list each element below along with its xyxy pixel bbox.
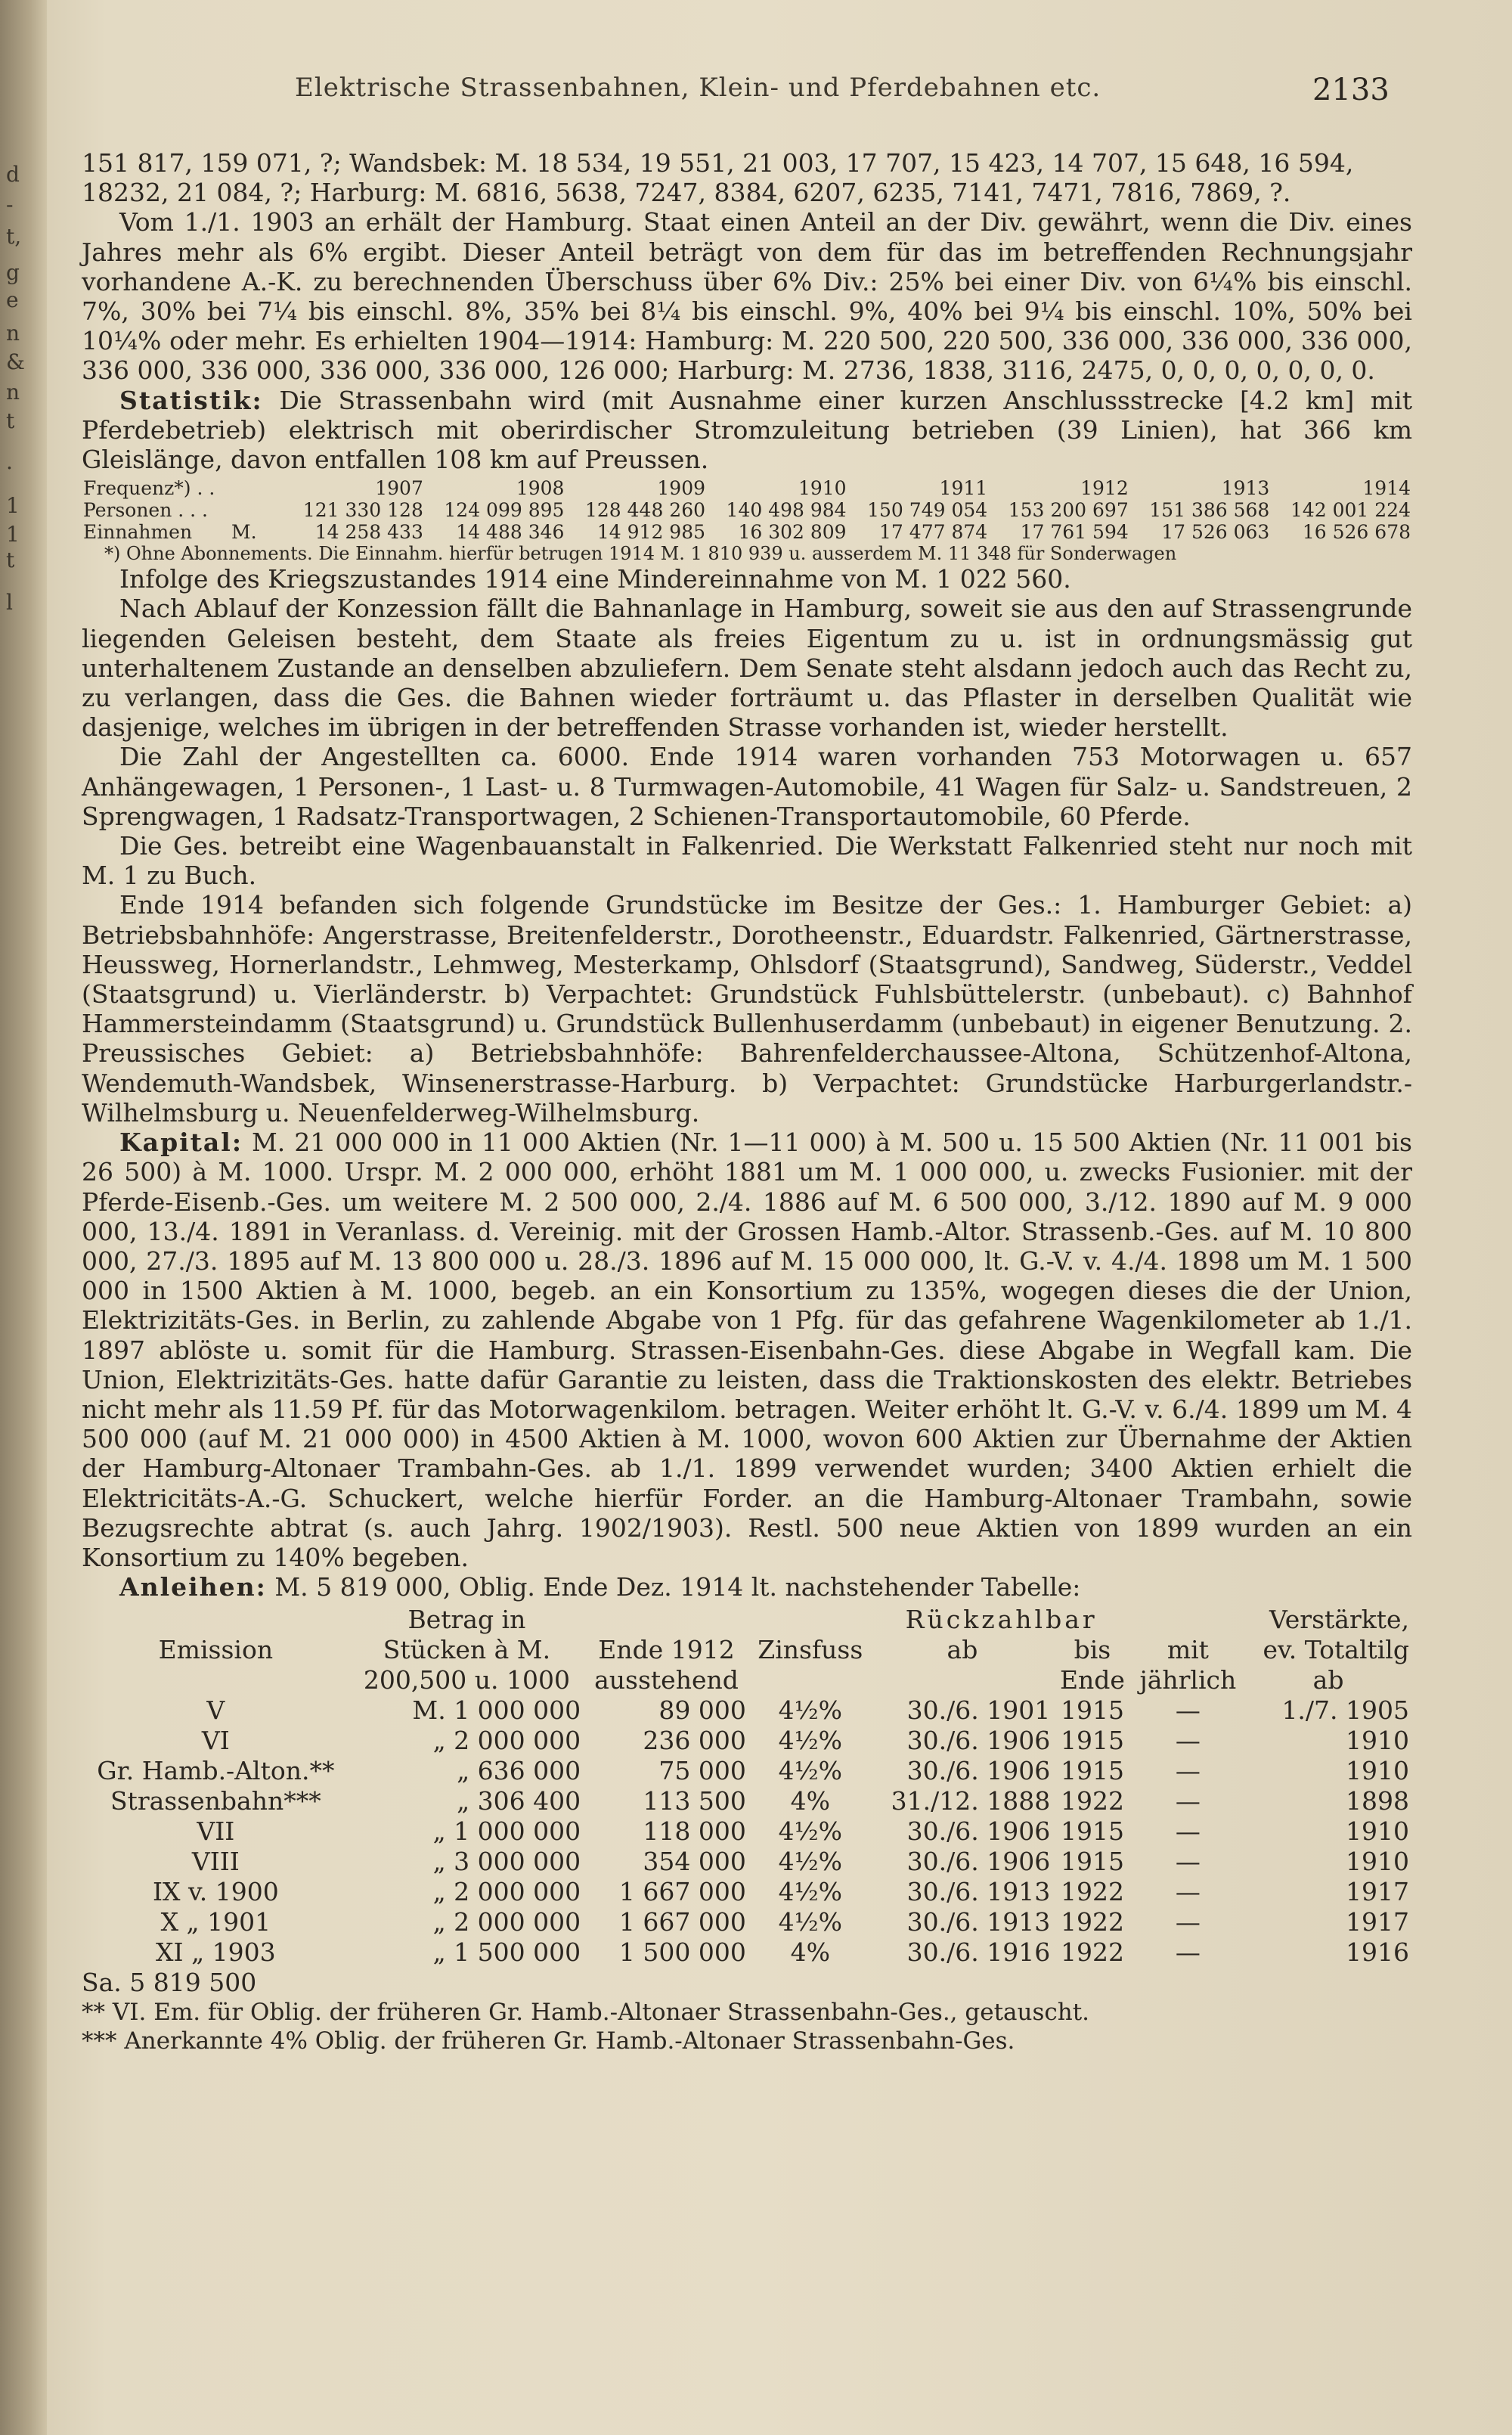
header-cell: Stücken à M. xyxy=(383,1635,551,1665)
loan-cell: „ 3 000 000 xyxy=(432,1847,581,1877)
loan-row xyxy=(82,1756,1412,1786)
binding-margin xyxy=(0,0,47,2435)
loan-cell: 113 500 xyxy=(643,1786,746,1816)
loan-header-row xyxy=(82,1635,1412,1665)
loan-cell: — xyxy=(1175,1847,1201,1877)
loan-row xyxy=(82,1877,1412,1907)
margin-fragment: l xyxy=(6,590,13,615)
header-cell xyxy=(749,1665,872,1695)
header-cell: Ende xyxy=(1059,1665,1125,1695)
loan-cell: „ 2 000 000 xyxy=(432,1907,581,1937)
loan-row xyxy=(82,1786,1412,1816)
footnote: ** VI. Em. für Oblig. der früheren Gr. Hamb.-Altonaer Strassenbahn-Ges., getauscht. xyxy=(82,1999,1090,2027)
paragraph: Nach Ablauf der Konzession fällt die Bahnanlage in Hamburg, soweit sie aus den auf Strassengrunde liegenden Geleisen besteht, dem Staate als freies Eigentum zu u. ist in ordnungsmässig gut unterhaltenem Zustande an denselben abzuliefern. Dem Senate steht alsdann jedoch auch das Recht zu, zu verlangen, dass die Ges. die Bahnen wieder forträumt u. das Pflaster in derselben Qualität wie dasjenige, welches im übrigen in der betreffenden Strasse vorhanden ist, wieder herstellt. xyxy=(82,594,1412,743)
loan-cell: XI „ 1903 xyxy=(156,1937,276,1968)
loan-cell: 118 000 xyxy=(643,1816,746,1847)
header-cell: ab xyxy=(1312,1665,1344,1695)
margin-fragment: n xyxy=(6,380,20,405)
loan-cell: IX v. 1900 xyxy=(152,1877,279,1907)
loan-cell: 1916 xyxy=(1346,1937,1409,1968)
header-cell: bis xyxy=(1074,1635,1111,1665)
value-cell: 151 386 568 xyxy=(1149,499,1270,522)
loan-cell: 4½% xyxy=(778,1877,842,1907)
value-cell: 150 749 054 xyxy=(867,499,988,522)
frequency-header-row xyxy=(82,477,1412,499)
year-cell: 1912 xyxy=(1080,477,1129,500)
header-cell: mit xyxy=(1167,1635,1209,1665)
loan-cell: 31./12. 1888 xyxy=(891,1786,1051,1816)
loan-cell: 1 667 000 xyxy=(618,1907,746,1937)
loan-cell: 30./6. 1906 xyxy=(906,1756,1051,1786)
header-cell: jährlich xyxy=(1139,1665,1237,1695)
loan-cell: 1915 xyxy=(1060,1847,1124,1877)
margin-fragment: d xyxy=(6,162,20,187)
loan-cell: 4½% xyxy=(778,1726,842,1756)
year-cell: 1910 xyxy=(798,477,847,500)
statistik-text: Die Strassenbahn wird (mit Ausnahme einer kurzen Anschlussstrecke [4.2 km] mit Pferdebetrieb) elektrisch mit oberirdischer Stromzuleitung betrieben (39 Linien), hat 366 km Gleislänge, davon entfallen 108 km auf Preussen. xyxy=(82,385,1412,475)
header-cell xyxy=(1132,1605,1244,1635)
loan-header-row xyxy=(82,1605,1412,1635)
kapital-heading: Kapital: xyxy=(119,1128,243,1158)
loan-cell: 1 667 000 xyxy=(618,1877,746,1907)
header-cell xyxy=(584,1605,749,1635)
value-cell: 14 488 346 xyxy=(456,521,565,544)
loan-cell: VI xyxy=(201,1726,230,1756)
statistik-paragraph xyxy=(82,386,1412,475)
loan-cell: 1910 xyxy=(1346,1756,1409,1786)
loan-cell: 4% xyxy=(790,1937,830,1968)
header-cell: Rückzahlbar xyxy=(905,1605,1098,1635)
year-cell: 1908 xyxy=(516,477,565,500)
loan-cell: VIII xyxy=(191,1847,240,1877)
loan-cell: 4% xyxy=(790,1786,830,1816)
margin-fragment: g xyxy=(6,260,20,285)
loan-cell: 1922 xyxy=(1060,1907,1124,1937)
loan-row xyxy=(82,1816,1412,1847)
frequency-row-personen xyxy=(82,499,1412,521)
loan-cell: „ 2 000 000 xyxy=(432,1726,581,1756)
frequency-label: Frequenz*) . . xyxy=(83,477,215,500)
loan-row xyxy=(82,1726,1412,1756)
loan-cell: „ 2 000 000 xyxy=(432,1877,581,1907)
value-cell: 142 001 224 xyxy=(1290,499,1411,522)
loan-cell: 30./6. 1913 xyxy=(906,1877,1051,1907)
loan-cell: 4½% xyxy=(778,1756,842,1786)
value-cell: 17 477 874 xyxy=(879,521,988,544)
loan-cell: 1915 xyxy=(1060,1756,1124,1786)
margin-fragment: t xyxy=(6,408,15,433)
intro-line: 18232, 21 084, ?; Harburg: M. 6816, 5638, 7247, 8384, 6207, 6235, 7141, 7471, 7816, 7869, ?. xyxy=(82,178,1291,208)
frequency-note: *) Ohne Abonnements. Die Einnahm. hierfür betrugen 1914 M. 1 810 939 u. ausserdem M. 11 348 für Sonderwagen xyxy=(104,543,1177,565)
loan-cell: Gr. Hamb.-Alton.** xyxy=(97,1756,335,1786)
margin-fragment: - xyxy=(6,192,14,217)
header-cell: Ende 1912 xyxy=(598,1635,735,1665)
margin-fragment: n xyxy=(6,321,20,346)
loan-cell: X „ 1901 xyxy=(160,1907,271,1937)
value-cell: 121 330 128 xyxy=(302,499,423,522)
loan-cell: 1./7. 1905 xyxy=(1281,1695,1409,1726)
value-cell: 14 912 985 xyxy=(596,521,706,544)
loan-cell: 1915 xyxy=(1060,1726,1124,1756)
anteil-paragraph: Vom 1./1. 1903 an erhält der Hamburg. Staat einen Anteil an der Div. gewährt, wenn die Div. eines Jahres mehr als 6% ergibt. Dieser Anteil beträgt von dem für das im betreffenden Rechnungsjahr vorhandene A.-K. zu berechnenden Überschuss über 6% Div.: 25% bei einer Div. von 6¼% bis einschl. 7%, 30% bei 7¼ bis einschl. 8%, 35% bei 8¼ bis einschl. 9%, 40% bei 9¼ bis einschl. 10%, 50% bei 10¼% oder mehr. Es erhielten 1904—1914: Hamburg: M. 220 500, 220 500, 336 000, 336 000, 336 000, 336 000, 336 000, 336 000, 336 000, 126 000; Harburg: M. 2736, 1838, 3116, 2475, 0, 0, 0, 0, 0, 0, 0. xyxy=(82,207,1412,386)
loan-row xyxy=(82,1907,1412,1937)
year-cell: 1914 xyxy=(1362,477,1411,500)
margin-fragment: & xyxy=(6,349,25,374)
loan-cell: — xyxy=(1175,1726,1201,1756)
header-cell: Betrag in xyxy=(407,1605,526,1635)
anleihen-text: M. 5 819 000, Oblig. Ende Dez. 1914 lt. nachstehender Tabelle: xyxy=(274,1572,1081,1602)
loan-cell: — xyxy=(1175,1937,1201,1968)
loan-cell: VII xyxy=(197,1816,235,1847)
loan-cell: „ 636 000 xyxy=(457,1756,581,1786)
loan-cell: 354 000 xyxy=(643,1847,746,1877)
running-head: Elektrische Strassenbahnen, Klein- und Pferdebahnen etc. xyxy=(295,73,1101,103)
loan-row xyxy=(82,1847,1412,1877)
loan-cell: — xyxy=(1175,1907,1201,1937)
value-cell: 14 258 433 xyxy=(314,521,423,544)
value-cell: 128 448 260 xyxy=(584,499,706,522)
loan-cell: 4½% xyxy=(778,1907,842,1937)
loan-row xyxy=(82,1695,1412,1726)
paragraph: Die Zahl der Angestellten ca. 6000. Ende 1914 waren vorhanden 753 Motorwagen u. 657 Anhängewagen, 1 Personen-, 1 Last- u. 8 Turmwagen-Automobile, 41 Wagen für Salz- u. Sandstreuen, 2 Sprengwagen, 1 Radsatz-Transportwagen, 2 Schienen-Transportautomobile, 60 Pferde. xyxy=(82,742,1412,831)
value-cell: 17 526 063 xyxy=(1161,521,1270,544)
header-cell: ausstehend xyxy=(594,1665,739,1695)
header-cell xyxy=(872,1665,1054,1695)
loan-cell: „ 1 000 000 xyxy=(432,1816,581,1847)
loan-table xyxy=(82,1605,1412,1968)
header-cell: Verstärkte, xyxy=(1269,1605,1409,1635)
loan-cell: 1910 xyxy=(1346,1726,1409,1756)
intro-line: 151 817, 159 071, ?; Wandsbek: M. 18 534, 19 551, 21 003, 17 707, 15 423, 14 707, 15 648, 16 594, xyxy=(82,148,1354,178)
value-cell: 140 498 984 xyxy=(726,499,847,522)
header-cell: ab xyxy=(947,1635,978,1665)
header-cell xyxy=(82,1665,350,1695)
loan-sum: Sa. 5 819 500 xyxy=(82,1968,257,1998)
loan-cell: — xyxy=(1175,1816,1201,1847)
header-cell xyxy=(82,1605,350,1635)
row-unit: M. xyxy=(231,521,257,544)
header-cell xyxy=(749,1605,872,1635)
loan-cell: 4½% xyxy=(778,1816,842,1847)
loan-cell: 236 000 xyxy=(643,1726,746,1756)
loan-cell: V xyxy=(206,1695,225,1726)
loan-cell: 1915 xyxy=(1060,1695,1124,1726)
value-cell: 17 761 594 xyxy=(1020,521,1129,544)
loan-row xyxy=(82,1937,1412,1968)
row-label-text: Einnahmen xyxy=(83,521,193,544)
header-cell: ev. Totaltilg xyxy=(1263,1635,1409,1665)
kapital-paragraph xyxy=(82,1128,1412,1572)
loan-cell: — xyxy=(1175,1756,1201,1786)
page-body xyxy=(82,148,1412,2055)
margin-fragment: . xyxy=(6,449,13,474)
row-label xyxy=(82,521,284,543)
loan-cell: 1910 xyxy=(1346,1847,1409,1877)
value-cell: 16 526 678 xyxy=(1302,521,1411,544)
header-cell: Emission xyxy=(158,1635,274,1665)
header-cell: Zinsfuss xyxy=(758,1635,863,1665)
loan-cell: M. 1 000 000 xyxy=(412,1695,581,1726)
margin-fragment: 1 xyxy=(6,522,20,547)
header-cell: 200,500 u. 1000 xyxy=(363,1665,570,1695)
loan-cell: 1917 xyxy=(1346,1877,1409,1907)
loan-cell: 4½% xyxy=(778,1847,842,1877)
loan-cell: 75 000 xyxy=(658,1756,746,1786)
loan-cell: „ 306 400 xyxy=(457,1786,581,1816)
loan-cell: 30./6. 1916 xyxy=(906,1937,1051,1968)
loan-cell: 1915 xyxy=(1060,1816,1124,1847)
year-cell: 1911 xyxy=(939,477,988,500)
loan-cell: 30./6. 1913 xyxy=(906,1907,1051,1937)
paragraph: Die Ges. betreibt eine Wagenbauanstalt in Falkenried. Die Werkstatt Falkenried steht nur noch mit M. 1 zu Buch. xyxy=(82,831,1412,891)
paragraph: Infolge des Kriegszustandes 1914 eine Mindereinnahme von M. 1 022 560. xyxy=(119,564,1071,594)
margin-fragment: t, xyxy=(6,224,22,249)
loan-cell: 1898 xyxy=(1346,1786,1409,1816)
loan-cell: 4½% xyxy=(778,1695,842,1726)
anleihen-heading: Anleihen: xyxy=(119,1572,267,1602)
loan-cell: — xyxy=(1175,1695,1201,1726)
page-number: 2133 xyxy=(1312,73,1390,107)
loan-cell: — xyxy=(1175,1877,1201,1907)
loan-cell: 1922 xyxy=(1060,1786,1124,1816)
loan-cell: 30./6. 1901 xyxy=(906,1695,1051,1726)
year-cell: 1909 xyxy=(657,477,706,500)
margin-fragment: t xyxy=(6,547,15,572)
row-label: Personen . . . xyxy=(83,499,209,522)
loan-cell: 1 500 000 xyxy=(618,1937,746,1968)
anleihen-paragraph xyxy=(82,1572,1412,1602)
loan-cell: 1922 xyxy=(1060,1937,1124,1968)
frequency-row-einnahmen xyxy=(82,521,1412,543)
loan-cell: 30./6. 1906 xyxy=(906,1847,1051,1877)
value-cell: 153 200 697 xyxy=(1008,499,1129,522)
loan-cell: 1917 xyxy=(1346,1907,1409,1937)
kapital-text: M. 21 000 000 in 11 000 Aktien (Nr. 1—11 000) à M. 500 u. 15 500 Aktien (Nr. 11 001 bis 26 500) à M. 1000. Urspr. M. 2 000 000, erhöht 1881 um M. 1 000 000, u. zwecks Fusionier. mit der Pferde-Eisenb.-Ges. um weitere M. 2 500 000, 2./4. 1886 auf M. 6 500 000, 3./12. 1890 auf M. 9 000 000, 13./4. 1891 in Veranlass. d. Vereinig. mit der Grossen Hamb.-Altor. Strassenb.-Ges. auf M. 10 800 000, 27./3. 1895 auf M. 13 800 000 u. 28./3. 1896 auf M. 15 000 000, lt. G.-V. v. 4./4. 1898 um M. 1 500 000 in 1500 Aktien à M. 1000, begeb. an ein Konsortium zu 135%, wogegen dieses die der Union, Elektrizitäts-Ges. in Berlin, zu zahlende Abgabe von 1 Pfg. für das gefahrene Wagenkilometer ab 1./1. 1897 ablöste u. somit für die Hamburg. Strassen-Eisenbahn-Ges. diese Abgabe in Wegfall kam. Die Union, Elektrizitäts-Ges. hatte dafür Garantie zu leisten, dass die Traktionskosten des elektr. Betriebes nicht mehr als 11.59 Pf. für das Motorwagenkilom. betragen. Weiter erhöht lt. G.-V. v. 6./4. 1899 um M. 4 500 000 (auf M. 21 000 000) in 4500 Aktien à M. 1000, wovon 600 Aktien zur Übernahme der Aktien der Hamburg-Altonaer Trambahn-Ges. ab 1./1. 1899 verwendet wurden; 3400 Aktien erhielt die Elektricitäts-A.-G. Schuckert, welche hierfür Forder. an die Hamburg-Altonaer Trambahn, sowie Bezugsrechte abtrat (s. auch Jahrg. 1902/1903). Restl. 500 neue Aktien von 1899 wurden an ein Konsortium zu 140% begeben. xyxy=(82,1128,1412,1572)
loan-cell: 30./6. 1906 xyxy=(906,1726,1051,1756)
footnote: *** Anerkannte 4% Oblig. der früheren Gr. Hamb.-Altonaer Strassenbahn-Ges. xyxy=(82,2027,1015,2055)
loan-cell: 1922 xyxy=(1060,1877,1124,1907)
value-cell: 16 302 809 xyxy=(738,521,847,544)
loan-cell: 30./6. 1906 xyxy=(906,1816,1051,1847)
loan-cell: — xyxy=(1175,1786,1201,1816)
loan-cell: 89 000 xyxy=(658,1695,746,1726)
value-cell: 124 099 895 xyxy=(444,499,565,522)
loan-cell: Strassenbahn*** xyxy=(110,1786,321,1816)
frequency-table xyxy=(82,477,1412,543)
margin-fragment: 1 xyxy=(6,493,20,518)
statistik-heading: Statistik: xyxy=(119,385,263,415)
margin-fragment: e xyxy=(6,287,19,312)
loan-cell: 1910 xyxy=(1346,1816,1409,1847)
year-cell: 1913 xyxy=(1221,477,1270,500)
year-cell: 1907 xyxy=(375,477,423,500)
loan-header-row xyxy=(82,1665,1412,1695)
paragraph: Ende 1914 befanden sich folgende Grundstücke im Besitze der Ges.: 1. Hamburger Gebiet: a) Betriebsbahnhöfe: Angerstrasse, Breitenfelderstr., Dorotheenstr., Eduardstr. Falkenried, Gärtnerstrasse, Heussweg, Hornerlandstr., Lehmweg, Mesterkamp, Ohlsdorf (Staatsgrund), Sandweg, Süderstr., Veddel (Staatsgrund) u. Vierländerstr. b) Verpachtet: Grundstück Fuhlsbüttelerstr. (unbebaut). c) Bahnhof Hammersteindamm (Staatsgrund) u. Grundstück Bullenhuserdamm (unbebaut) in eigener Benutzung. 2. Preussisches Gebiet: a) Betriebsbahnhöfe: Bahrenfelderchaussee-Altona, Schützenhof-Altona, Wendemuth-Wandsbek, Winsenerstrasse-Harburg. b) Verpachtet: Grundstücke Harburgerlandstr.-Wilhelmsburg u. Neuenfelderweg-Wilhelmsburg. xyxy=(82,890,1412,1128)
loan-cell: „ 1 500 000 xyxy=(432,1937,581,1968)
